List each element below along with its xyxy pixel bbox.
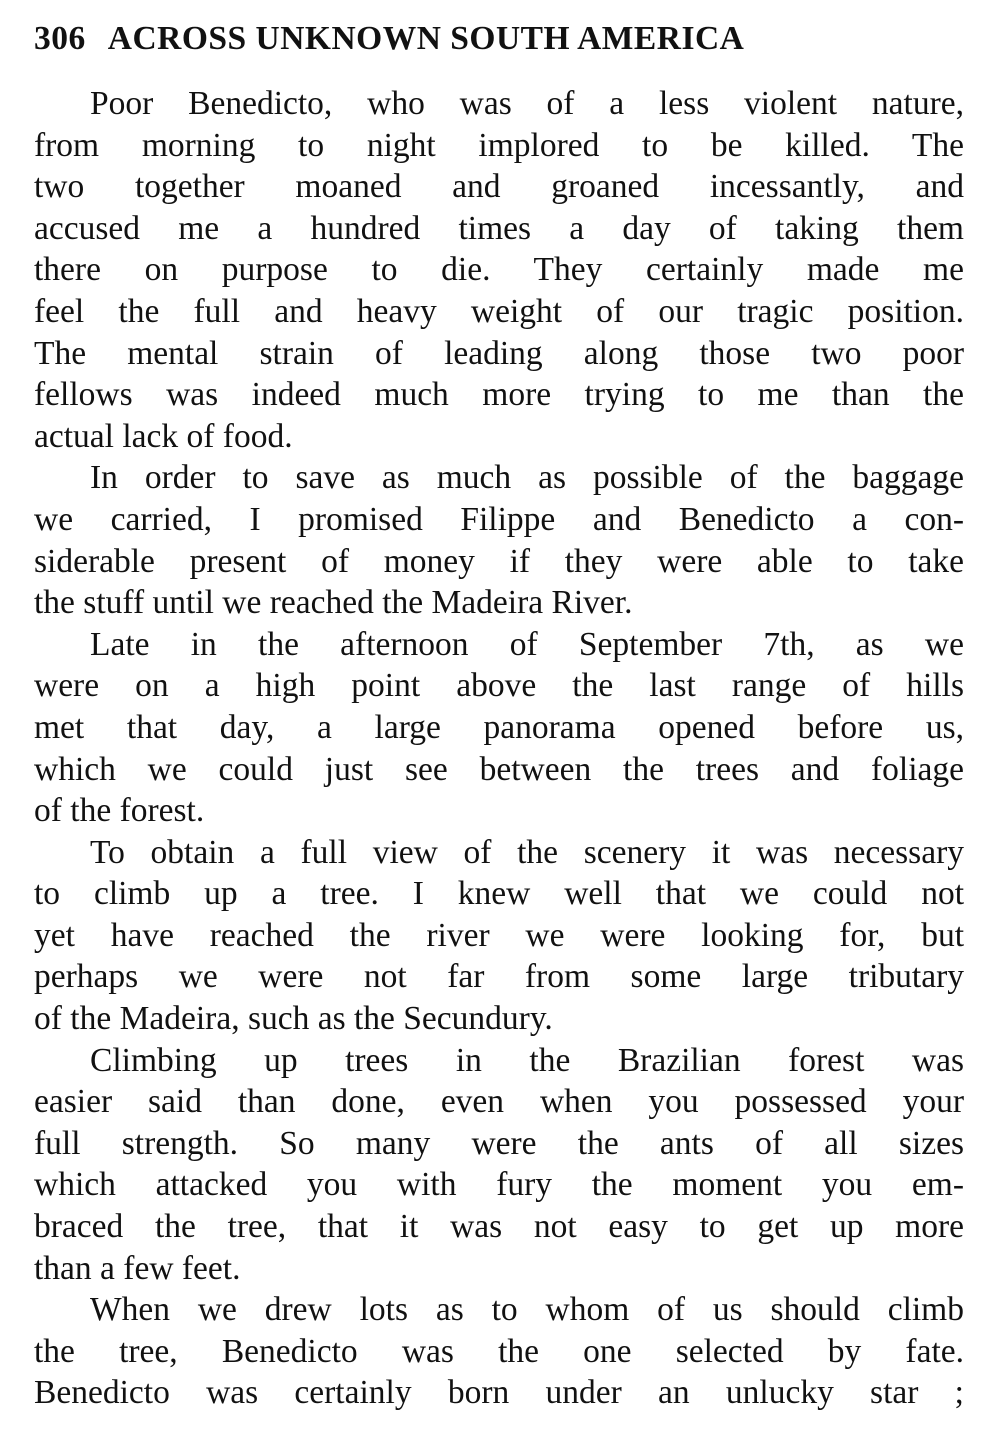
text-line: met that day, a large panorama opened before us, [34,708,964,746]
text-line: than a few feet. [34,1249,241,1287]
text-line: of the Madeira, such as the Secundury. [34,1000,553,1038]
running-head [34,20,974,70]
text-line: In order to save as much as possible of the baggage [90,459,964,497]
text-line: of the forest. [34,792,205,830]
text-line: yet have reached the river we were looking for, but [34,916,964,954]
text-line: perhaps we were not far from some large tributary [34,958,964,996]
text-line: Late in the afternoon of September 7th, as we [90,625,964,663]
paragraph-1 [34,83,964,457]
text-line: Poor Benedicto, who was of a less violent nature, [90,85,964,122]
text-line: the tree, Benedicto was the one selected by fate. [34,1332,964,1370]
text-line: The mental strain of leading along those two poor [34,334,964,372]
page-number: 306 [34,20,86,57]
text-line: braced the tree, that it was not easy to get up more [34,1208,964,1246]
paragraph-6 [34,1289,964,1414]
text-line: feel the full and heavy weight of our tragic position. [34,292,964,330]
body-text [34,83,964,1414]
text-line: To obtain a full view of the scenery it was necessary [90,833,964,871]
text-line: which we could just see between the trees and foliage [34,750,964,788]
text-line: actual lack of food. [34,417,293,455]
text-line: Climbing up trees in the Brazilian forest was [90,1041,964,1079]
text-line: the stuff until we reached the Madeira River. [34,584,633,622]
text-line: two together moaned and groaned incessantly, and [34,168,964,206]
text-line: which attacked you with fury the moment you em- [34,1166,964,1204]
text-line: there on purpose to die. They certainly made me [34,251,964,289]
text-line: When we drew lots as to whom of us should climb [90,1291,964,1329]
text-line: we carried, I promised Filippe and Benedicto a con- [34,500,964,538]
paragraph-5 [34,1040,964,1290]
running-title: ACROSS UNKNOWN SOUTH AMERICA [107,20,745,57]
text-line: easier said than done, even when you possessed your [34,1083,964,1121]
text-line: Benedicto was certainly born under an unlucky star ; [34,1374,964,1412]
paragraph-4 [34,832,964,1040]
paragraph-3 [34,624,964,832]
text-line: fellows was indeed much more trying to me than the [34,376,964,414]
paragraph-2 [34,457,964,623]
text-line: to climb up a tree. I knew well that we could not [34,875,964,913]
text-line: full strength. So many were the ants of all sizes [34,1124,964,1162]
text-line: accused me a hundred times a day of taking them [34,209,964,247]
text-line: were on a high point above the last range of hills [34,667,964,705]
text-line: siderable present of money if they were able to take [34,542,964,580]
text-line: from morning to night implored to be killed. The [34,126,964,164]
